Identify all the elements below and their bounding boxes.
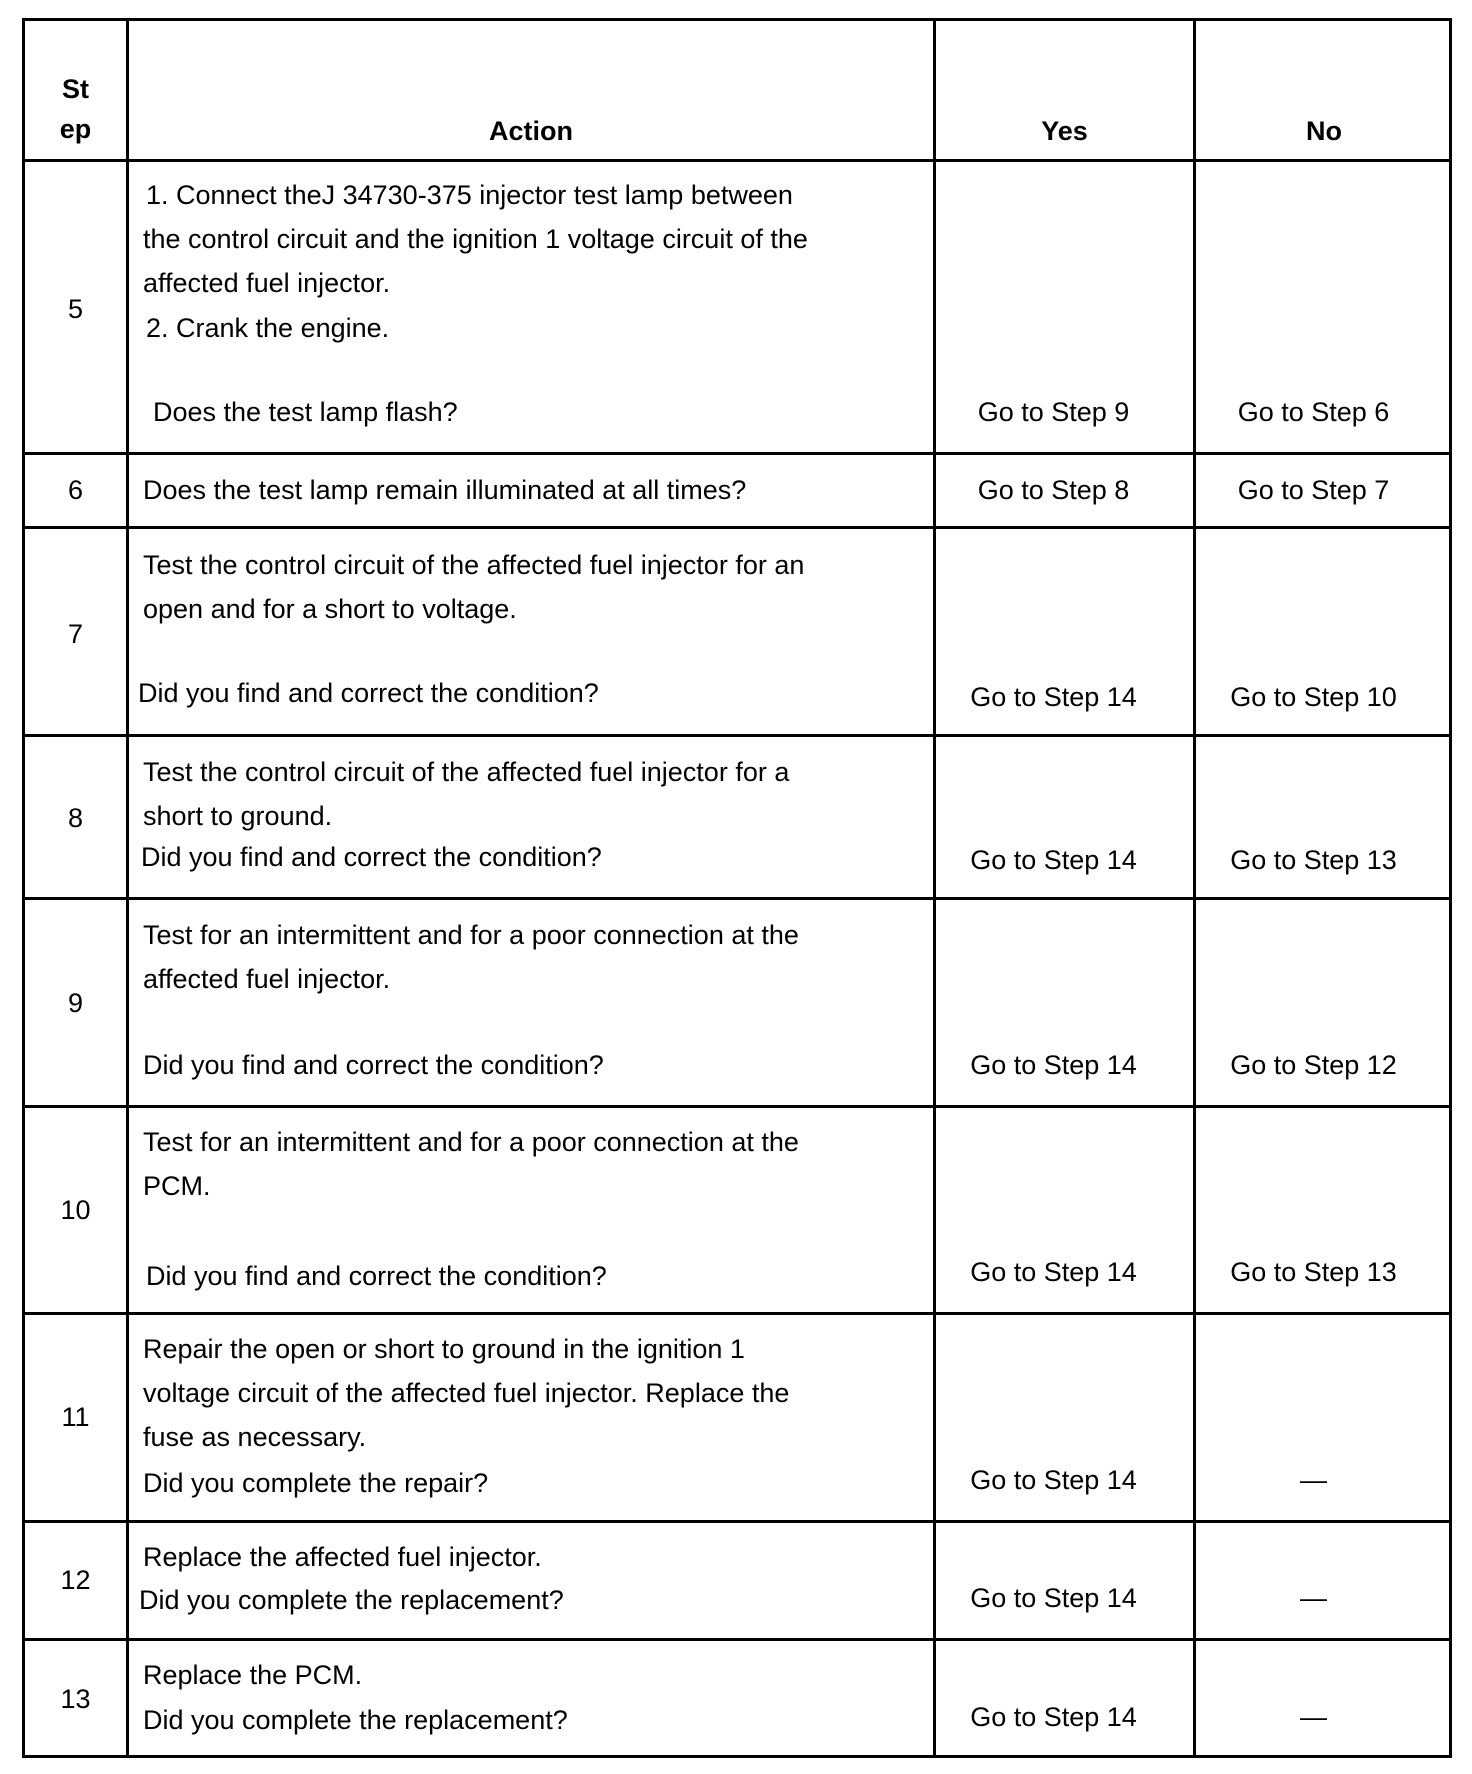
action-text: Test the control circuit of the affected fuel injector for an	[143, 550, 805, 580]
row-divider	[25, 897, 1449, 900]
question-text: Did you complete the replacement?	[139, 1585, 564, 1615]
action-text: voltage circuit of the affected fuel injector. Replace the	[143, 1378, 790, 1408]
step-number: 5	[67, 294, 84, 324]
no-link[interactable]: Go to Step 13	[1230, 1257, 1397, 1287]
no-link[interactable]: Go to Step 7	[1237, 475, 1390, 505]
question-text: Did you find and correct the condition?	[143, 1050, 604, 1080]
header-action: Action	[489, 116, 573, 146]
question-text: Does the test lamp remain illuminated at all times?	[143, 475, 747, 505]
yes-link[interactable]: Go to Step 14	[970, 1702, 1137, 1732]
yes-link[interactable]: Go to Step 14	[970, 1050, 1137, 1080]
row-divider	[25, 159, 1449, 162]
action-text: Replace the PCM.	[143, 1660, 363, 1690]
action-text: the control circuit and the ignition 1 voltage circuit of the	[143, 224, 808, 254]
no-dash: —	[1300, 1465, 1327, 1495]
no-link[interactable]: Go to Step 10	[1230, 682, 1397, 712]
question-text: Did you find and correct the condition?	[141, 842, 602, 872]
action-text: 2. Crank the engine.	[146, 313, 390, 343]
action-text: 1. Connect theJ 34730-375 injector test lamp between	[146, 180, 793, 210]
step-number: 10	[60, 1195, 91, 1225]
row-divider	[25, 452, 1449, 455]
header-step	[25, 69, 126, 149]
no-link[interactable]: Go to Step 12	[1230, 1050, 1397, 1080]
yes-link[interactable]: Go to Step 8	[977, 475, 1130, 505]
row-divider	[25, 1312, 1449, 1315]
row-divider	[25, 1638, 1449, 1641]
row-divider	[25, 1520, 1449, 1523]
step-number: 6	[67, 475, 84, 505]
yes-link[interactable]: Go to Step 9	[977, 397, 1130, 427]
header-no: No	[1306, 116, 1342, 146]
question-text: Does the test lamp flash?	[153, 397, 458, 427]
action-text: PCM.	[143, 1171, 211, 1201]
yes-link[interactable]: Go to Step 14	[970, 1465, 1137, 1495]
header-step-line2: ep	[59, 114, 92, 144]
action-text: Test the control circuit of the affected fuel injector for a	[143, 757, 790, 787]
step-number: 7	[67, 619, 84, 649]
step-number: 12	[60, 1565, 91, 1595]
action-text: Test for an intermittent and for a poor connection at the	[143, 920, 799, 950]
step-number: 11	[61, 1402, 90, 1432]
yes-link[interactable]: Go to Step 14	[970, 1257, 1137, 1287]
column-divider	[126, 21, 129, 1755]
no-link[interactable]: Go to Step 6	[1237, 397, 1390, 427]
row-divider	[25, 1105, 1449, 1108]
no-dash: —	[1300, 1702, 1327, 1732]
step-number: 8	[67, 803, 84, 833]
no-dash: —	[1300, 1583, 1327, 1613]
action-text: Replace the affected fuel injector.	[143, 1542, 542, 1572]
diagnostic-table	[22, 18, 1452, 1758]
action-text: Test for an intermittent and for a poor connection at the	[143, 1127, 799, 1157]
yes-link[interactable]: Go to Step 14	[970, 845, 1137, 875]
header-step-line1: St	[62, 74, 89, 104]
row-divider	[25, 526, 1449, 529]
action-text: fuse as necessary.	[143, 1422, 367, 1452]
step-number: 9	[67, 988, 84, 1018]
no-link[interactable]: Go to Step 13	[1230, 845, 1397, 875]
question-text: Did you find and correct the condition?	[146, 1261, 607, 1291]
action-text: short to ground.	[143, 801, 333, 831]
step-number: 13	[60, 1684, 91, 1714]
yes-link[interactable]: Go to Step 14	[970, 682, 1137, 712]
action-text: affected fuel injector.	[143, 268, 391, 298]
yes-link[interactable]: Go to Step 14	[970, 1583, 1137, 1613]
question-text: Did you complete the repair?	[143, 1468, 489, 1498]
header-yes: Yes	[1041, 116, 1088, 146]
action-text: affected fuel injector.	[143, 964, 391, 994]
action-text: open and for a short to voltage.	[143, 594, 517, 624]
action-text: Repair the open or short to ground in the ignition 1	[143, 1334, 745, 1364]
question-text: Did you complete the replacement?	[143, 1705, 568, 1735]
row-divider	[25, 734, 1449, 737]
question-text: Did you find and correct the condition?	[138, 678, 599, 708]
